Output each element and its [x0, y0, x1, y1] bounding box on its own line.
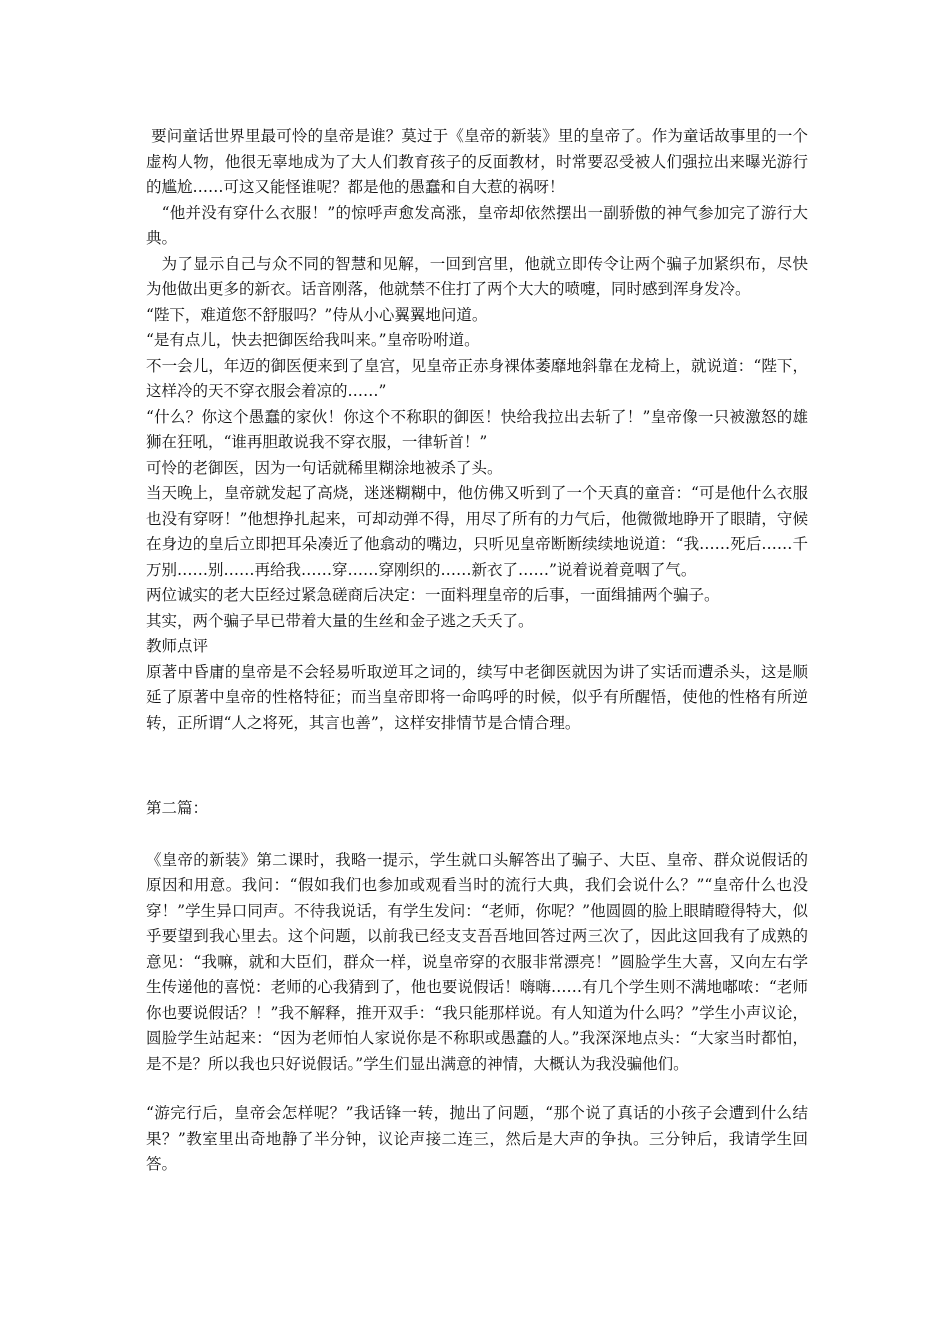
paragraph: “他并没有穿什么衣服！”的惊呼声愈发高涨，皇帝却依然摆出一副骄傲的神气参加完了游行大典。 — [146, 203, 808, 247]
document-page — [146, 124, 808, 1178]
paragraph: “陛下，难道您不舒服吗？”侍从小心翼翼地问道。 — [146, 305, 488, 324]
paragraph: 两位诚实的老大臣经过紧急磋商后决定：一面料理皇帝的后事，一面缉捕两个骗子。 — [146, 586, 720, 604]
paragraph: 为了显示自己与众不同的智慧和见解，一回到宫里，他就立即传令让两个骗子加紧织布，尽快为他做出更多的新衣。话音刚落，他就禁不住打了两个大大的喷嚏，同时感到浑身发冷。 — [146, 254, 808, 298]
teacher-comment-heading: 教师点评 — [146, 637, 209, 655]
section-heading: 第二篇： — [146, 799, 209, 817]
essay-section — [146, 848, 808, 1178]
spacer — [146, 1077, 808, 1101]
paragraph: “是有点儿，快去把御医给我叫来。”皇帝吩咐道。 — [146, 331, 480, 349]
paragraph: 其实，两个骗子早已带着大量的生丝和金子逃之夭夭了。 — [146, 611, 534, 630]
spacer — [146, 822, 808, 848]
paragraph: “游完行后，皇帝会怎样呢？”我话锋一转，抛出了问题，“那个说了真话的小孩子会遭到什么结果？”教室里出奇地静了半分钟，议论声接二连三，然后是大声的争执。三分钟后，我请学生回答。 — [146, 1104, 808, 1173]
teacher-comment: 原著中昏庸的皇帝是不会轻易听取逆耳之词的，续写中老御医就因为讲了实话而遭杀头，这是顺延了原著中皇帝的性格特征；而当皇帝即将一命呜呼的时候，似乎有所醒悟，使他的性格有所逆转，正所谓“人之将死，其言也善”，这样安排情节是合情合理。 — [146, 662, 808, 732]
paragraph: 可怜的老御医，因为一句话就稀里糊涂地被杀了头。 — [146, 458, 503, 477]
paragraph: 不一会儿，年迈的御医便来到了皇宫，见皇帝正赤身裸体萎靡地斜靠在龙椅上，就说道：“陛下，这样冷的天不穿衣服会着凉的……” — [146, 356, 808, 400]
paragraph: 《皇帝的新装》第二课时，我略一提示，学生就口头解答出了骗子、大臣、皇帝、群众说假话的原因和用意。我问：“假如我们也参加或观看当时的流行大典，我们会说什么？”“皇帝什么也没穿！”学生异口同声。不待我说话，有学生发问：“老师，你呢？”他圆圆的脸上眼睛瞪得特大，似乎要望到我心里去。这个问题，以前我已经支支吾吾地回答过两三次了，因此这回我有了成熟的意见：“我嘛，就和大臣们，群众一样，说皇帝穿的衣服非常漂亮！”圆脸学生大喜，又向左右学生传递他的喜悦：老师的心我猜到了，他也要说假话！嗨嗨……有几个学生则不满地嘟哝：“老师你也要说假话？！”我不解释，推开双手：“我只能那样说。有人知道为什么吗？”学生小声议论，圆脸学生站起来：“因为老师怕人家说你是不称职或愚蠢的人。”我深深地点头：“大家当时都怕，是不是？所以我也只好说假话。”学生们显出满意的神情，大概认为我没骗他们。 — [146, 850, 808, 1073]
paragraph: 要问童话世界里最可怜的皇帝是谁？莫过于《皇帝的新装》里的皇帝了。作为童话故事里的一个虚构人物，他很无辜地成为了大人们教育孩子的反面教材，时常要忍受被人们强拉出来曝光游行的尴尬……可这又能怪谁呢？都是他的愚蠢和自大惹的祸呀！ — [146, 127, 808, 196]
story-section — [146, 124, 808, 736]
paragraph: 当天晚上，皇帝就发起了高烧，迷迷糊糊中，他仿佛又听到了一个天真的童音：“可是他什么衣服也没有穿呀！”他想挣扎起来，可却动弹不得，用尽了所有的力气后，他微微地睁开了眼睛，守候在身边的皇后立即把耳朵凑近了他翕动的嘴边，只听见皇帝断断续续地说道：“我……死后……千万别……别……再给我……穿……穿刚织的……新衣了……”说着说着竟咽了气。 — [146, 484, 808, 579]
spacer — [146, 736, 808, 796]
paragraph: “什么？你这个愚蠢的家伙！你这个不称职的御医！快给我拉出去斩了！”皇帝像一只被激怒的雄狮在狂吼，“谁再胆敢说我不穿衣服，一律斩首！” — [146, 407, 808, 451]
